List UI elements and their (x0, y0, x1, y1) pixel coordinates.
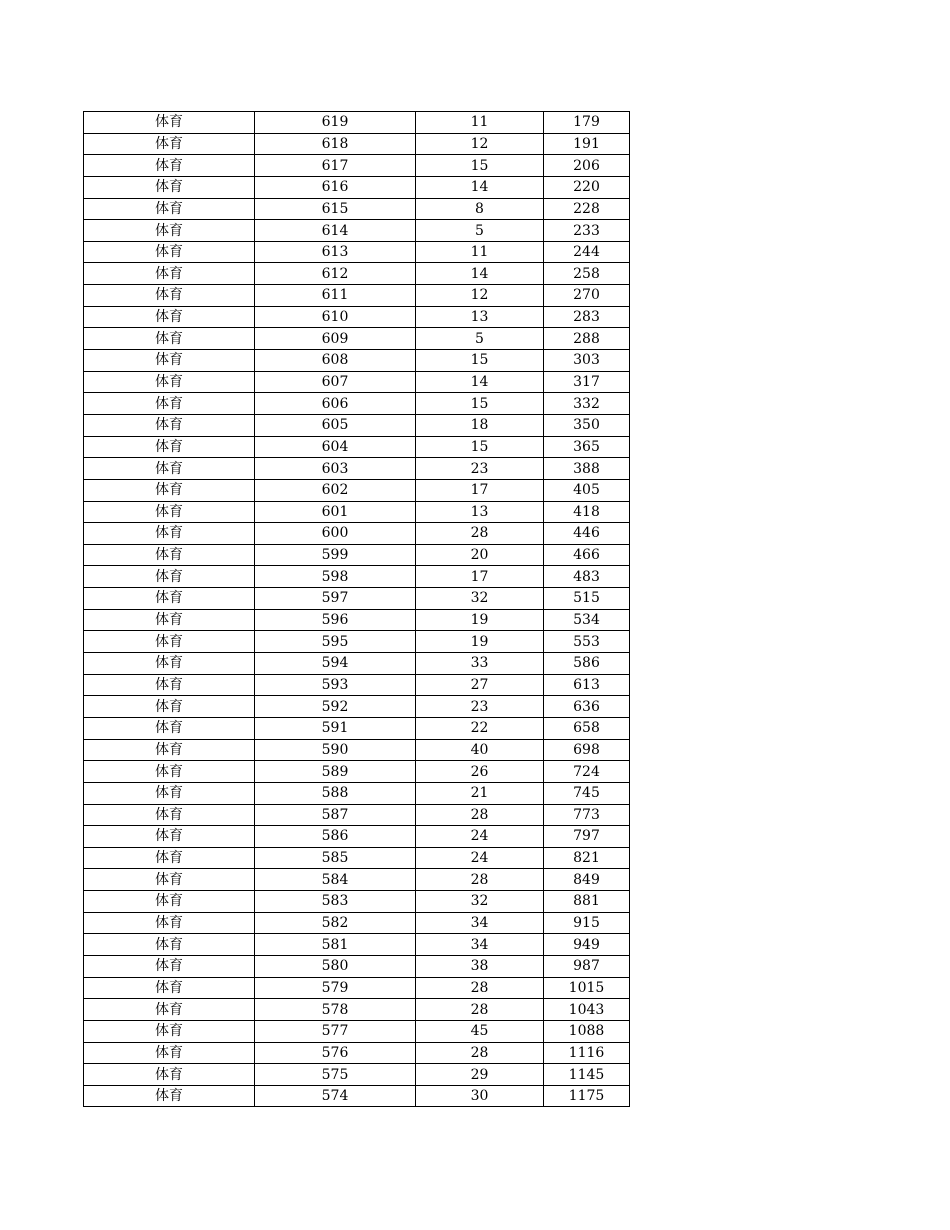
category-cell: 体育 (84, 847, 255, 869)
count-cell: 32 (416, 588, 544, 610)
category-cell: 体育 (84, 176, 255, 198)
category-cell: 体育 (84, 350, 255, 372)
table-row (84, 501, 630, 523)
score-cell: 606 (255, 393, 416, 415)
score-cell: 617 (255, 155, 416, 177)
score-cell: 575 (255, 1064, 416, 1086)
category-cell: 体育 (84, 544, 255, 566)
count-cell: 17 (416, 566, 544, 588)
score-cell: 615 (255, 198, 416, 220)
table-row (84, 176, 630, 198)
score-cell: 604 (255, 436, 416, 458)
count-cell: 28 (416, 804, 544, 826)
cumulative-cell: 613 (544, 674, 630, 696)
count-cell: 23 (416, 458, 544, 480)
count-cell: 12 (416, 133, 544, 155)
score-cell: 582 (255, 912, 416, 934)
category-cell: 体育 (84, 826, 255, 848)
category-cell: 体育 (84, 220, 255, 242)
score-cell: 601 (255, 501, 416, 523)
table-row (84, 912, 630, 934)
score-cell: 613 (255, 241, 416, 263)
score-cell: 619 (255, 112, 416, 134)
score-cell: 584 (255, 869, 416, 891)
table-row (84, 458, 630, 480)
score-cell: 605 (255, 414, 416, 436)
table-row (84, 155, 630, 177)
cumulative-cell: 228 (544, 198, 630, 220)
cumulative-cell: 949 (544, 934, 630, 956)
score-table (83, 111, 630, 1107)
table-row (84, 955, 630, 977)
cumulative-cell: 446 (544, 523, 630, 545)
table-row (84, 306, 630, 328)
cumulative-cell: 466 (544, 544, 630, 566)
count-cell: 13 (416, 306, 544, 328)
table-row (84, 1085, 630, 1107)
table-row (84, 328, 630, 350)
category-cell: 体育 (84, 999, 255, 1021)
category-cell: 体育 (84, 696, 255, 718)
score-cell: 618 (255, 133, 416, 155)
cumulative-cell: 332 (544, 393, 630, 415)
table-row (84, 891, 630, 913)
category-cell: 体育 (84, 1020, 255, 1042)
score-cell: 577 (255, 1020, 416, 1042)
cumulative-cell: 1175 (544, 1085, 630, 1107)
table-row (84, 869, 630, 891)
category-cell: 体育 (84, 436, 255, 458)
count-cell: 11 (416, 241, 544, 263)
category-cell: 体育 (84, 566, 255, 588)
score-cell: 591 (255, 717, 416, 739)
count-cell: 26 (416, 761, 544, 783)
count-cell: 11 (416, 112, 544, 134)
cumulative-cell: 636 (544, 696, 630, 718)
count-cell: 12 (416, 285, 544, 307)
score-cell: 576 (255, 1042, 416, 1064)
table-row (84, 588, 630, 610)
table-row (84, 1064, 630, 1086)
count-cell: 19 (416, 609, 544, 631)
table-row (84, 761, 630, 783)
category-cell: 体育 (84, 631, 255, 653)
cumulative-cell: 1116 (544, 1042, 630, 1064)
score-cell: 580 (255, 955, 416, 977)
count-cell: 28 (416, 523, 544, 545)
cumulative-cell: 317 (544, 371, 630, 393)
cumulative-cell: 365 (544, 436, 630, 458)
cumulative-cell: 797 (544, 826, 630, 848)
cumulative-cell: 388 (544, 458, 630, 480)
score-cell: 616 (255, 176, 416, 198)
table-row (84, 479, 630, 501)
score-cell: 607 (255, 371, 416, 393)
table-row (84, 133, 630, 155)
cumulative-cell: 745 (544, 782, 630, 804)
table-row (84, 241, 630, 263)
score-cell: 579 (255, 977, 416, 999)
count-cell: 38 (416, 955, 544, 977)
count-cell: 27 (416, 674, 544, 696)
score-cell: 612 (255, 263, 416, 285)
category-cell: 体育 (84, 414, 255, 436)
count-cell: 33 (416, 653, 544, 675)
score-cell: 581 (255, 934, 416, 956)
table-row (84, 609, 630, 631)
score-cell: 585 (255, 847, 416, 869)
count-cell: 32 (416, 891, 544, 913)
category-cell: 体育 (84, 761, 255, 783)
table-row (84, 371, 630, 393)
score-cell: 614 (255, 220, 416, 242)
score-cell: 586 (255, 826, 416, 848)
table-row (84, 544, 630, 566)
score-cell: 595 (255, 631, 416, 653)
table-row (84, 739, 630, 761)
count-cell: 15 (416, 155, 544, 177)
cumulative-cell: 724 (544, 761, 630, 783)
cumulative-cell: 288 (544, 328, 630, 350)
category-cell: 体育 (84, 371, 255, 393)
category-cell: 体育 (84, 739, 255, 761)
count-cell: 30 (416, 1085, 544, 1107)
cumulative-cell: 179 (544, 112, 630, 134)
count-cell: 15 (416, 393, 544, 415)
score-cell: 574 (255, 1085, 416, 1107)
category-cell: 体育 (84, 1064, 255, 1086)
count-cell: 13 (416, 501, 544, 523)
count-cell: 28 (416, 999, 544, 1021)
category-cell: 体育 (84, 155, 255, 177)
category-cell: 体育 (84, 479, 255, 501)
category-cell: 体育 (84, 891, 255, 913)
cumulative-cell: 881 (544, 891, 630, 913)
score-cell: 583 (255, 891, 416, 913)
score-cell: 598 (255, 566, 416, 588)
score-cell: 597 (255, 588, 416, 610)
cumulative-cell: 773 (544, 804, 630, 826)
table-row (84, 1042, 630, 1064)
cumulative-cell: 303 (544, 350, 630, 372)
table-row (84, 220, 630, 242)
category-cell: 体育 (84, 955, 255, 977)
table-row (84, 523, 630, 545)
score-cell: 578 (255, 999, 416, 1021)
table-row (84, 1020, 630, 1042)
category-cell: 体育 (84, 782, 255, 804)
count-cell: 19 (416, 631, 544, 653)
category-cell: 体育 (84, 977, 255, 999)
count-cell: 34 (416, 912, 544, 934)
category-cell: 体育 (84, 285, 255, 307)
score-cell: 589 (255, 761, 416, 783)
table-row (84, 977, 630, 999)
count-cell: 22 (416, 717, 544, 739)
cumulative-cell: 350 (544, 414, 630, 436)
score-cell: 588 (255, 782, 416, 804)
cumulative-cell: 244 (544, 241, 630, 263)
count-cell: 28 (416, 869, 544, 891)
category-cell: 体育 (84, 912, 255, 934)
category-cell: 体育 (84, 1085, 255, 1107)
table-row (84, 631, 630, 653)
score-cell: 600 (255, 523, 416, 545)
table-row (84, 934, 630, 956)
score-cell: 590 (255, 739, 416, 761)
score-cell: 596 (255, 609, 416, 631)
count-cell: 23 (416, 696, 544, 718)
table-row (84, 393, 630, 415)
category-cell: 体育 (84, 804, 255, 826)
cumulative-cell: 283 (544, 306, 630, 328)
cumulative-cell: 206 (544, 155, 630, 177)
table-row (84, 285, 630, 307)
table-row (84, 198, 630, 220)
count-cell: 17 (416, 479, 544, 501)
cumulative-cell: 233 (544, 220, 630, 242)
table-row (84, 674, 630, 696)
count-cell: 40 (416, 739, 544, 761)
cumulative-cell: 1145 (544, 1064, 630, 1086)
cumulative-cell: 698 (544, 739, 630, 761)
category-cell: 体育 (84, 458, 255, 480)
count-cell: 28 (416, 1042, 544, 1064)
count-cell: 29 (416, 1064, 544, 1086)
score-cell: 587 (255, 804, 416, 826)
count-cell: 5 (416, 328, 544, 350)
category-cell: 体育 (84, 198, 255, 220)
category-cell: 体育 (84, 588, 255, 610)
cumulative-cell: 418 (544, 501, 630, 523)
score-table-body (84, 112, 630, 1107)
count-cell: 15 (416, 350, 544, 372)
count-cell: 45 (416, 1020, 544, 1042)
table-row (84, 804, 630, 826)
score-cell: 611 (255, 285, 416, 307)
category-cell: 体育 (84, 263, 255, 285)
count-cell: 21 (416, 782, 544, 804)
cumulative-cell: 849 (544, 869, 630, 891)
score-cell: 602 (255, 479, 416, 501)
table-row (84, 414, 630, 436)
category-cell: 体育 (84, 523, 255, 545)
cumulative-cell: 821 (544, 847, 630, 869)
table-row (84, 847, 630, 869)
table-row (84, 782, 630, 804)
count-cell: 34 (416, 934, 544, 956)
score-cell: 593 (255, 674, 416, 696)
table-row (84, 826, 630, 848)
cumulative-cell: 987 (544, 955, 630, 977)
table-row (84, 696, 630, 718)
count-cell: 14 (416, 176, 544, 198)
cumulative-cell: 1043 (544, 999, 630, 1021)
score-cell: 592 (255, 696, 416, 718)
cumulative-cell: 258 (544, 263, 630, 285)
cumulative-cell: 553 (544, 631, 630, 653)
cumulative-cell: 220 (544, 176, 630, 198)
cumulative-cell: 1015 (544, 977, 630, 999)
count-cell: 20 (416, 544, 544, 566)
count-cell: 24 (416, 847, 544, 869)
cumulative-cell: 191 (544, 133, 630, 155)
count-cell: 5 (416, 220, 544, 242)
score-cell: 608 (255, 350, 416, 372)
table-row (84, 653, 630, 675)
count-cell: 8 (416, 198, 544, 220)
table-row (84, 112, 630, 134)
category-cell: 体育 (84, 501, 255, 523)
category-cell: 体育 (84, 609, 255, 631)
category-cell: 体育 (84, 133, 255, 155)
cumulative-cell: 515 (544, 588, 630, 610)
score-cell: 610 (255, 306, 416, 328)
cumulative-cell: 586 (544, 653, 630, 675)
category-cell: 体育 (84, 674, 255, 696)
category-cell: 体育 (84, 869, 255, 891)
table-row (84, 350, 630, 372)
cumulative-cell: 915 (544, 912, 630, 934)
cumulative-cell: 483 (544, 566, 630, 588)
cumulative-cell: 1088 (544, 1020, 630, 1042)
category-cell: 体育 (84, 112, 255, 134)
category-cell: 体育 (84, 934, 255, 956)
count-cell: 24 (416, 826, 544, 848)
count-cell: 15 (416, 436, 544, 458)
table-row (84, 717, 630, 739)
category-cell: 体育 (84, 393, 255, 415)
count-cell: 14 (416, 263, 544, 285)
category-cell: 体育 (84, 328, 255, 350)
category-cell: 体育 (84, 653, 255, 675)
count-cell: 14 (416, 371, 544, 393)
cumulative-cell: 534 (544, 609, 630, 631)
category-cell: 体育 (84, 717, 255, 739)
score-cell: 609 (255, 328, 416, 350)
cumulative-cell: 405 (544, 479, 630, 501)
score-cell: 594 (255, 653, 416, 675)
table-row (84, 263, 630, 285)
table-row (84, 566, 630, 588)
category-cell: 体育 (84, 1042, 255, 1064)
cumulative-cell: 658 (544, 717, 630, 739)
category-cell: 体育 (84, 241, 255, 263)
cumulative-cell: 270 (544, 285, 630, 307)
score-cell: 603 (255, 458, 416, 480)
score-cell: 599 (255, 544, 416, 566)
table-row (84, 436, 630, 458)
category-cell: 体育 (84, 306, 255, 328)
table-row (84, 999, 630, 1021)
count-cell: 18 (416, 414, 544, 436)
count-cell: 28 (416, 977, 544, 999)
